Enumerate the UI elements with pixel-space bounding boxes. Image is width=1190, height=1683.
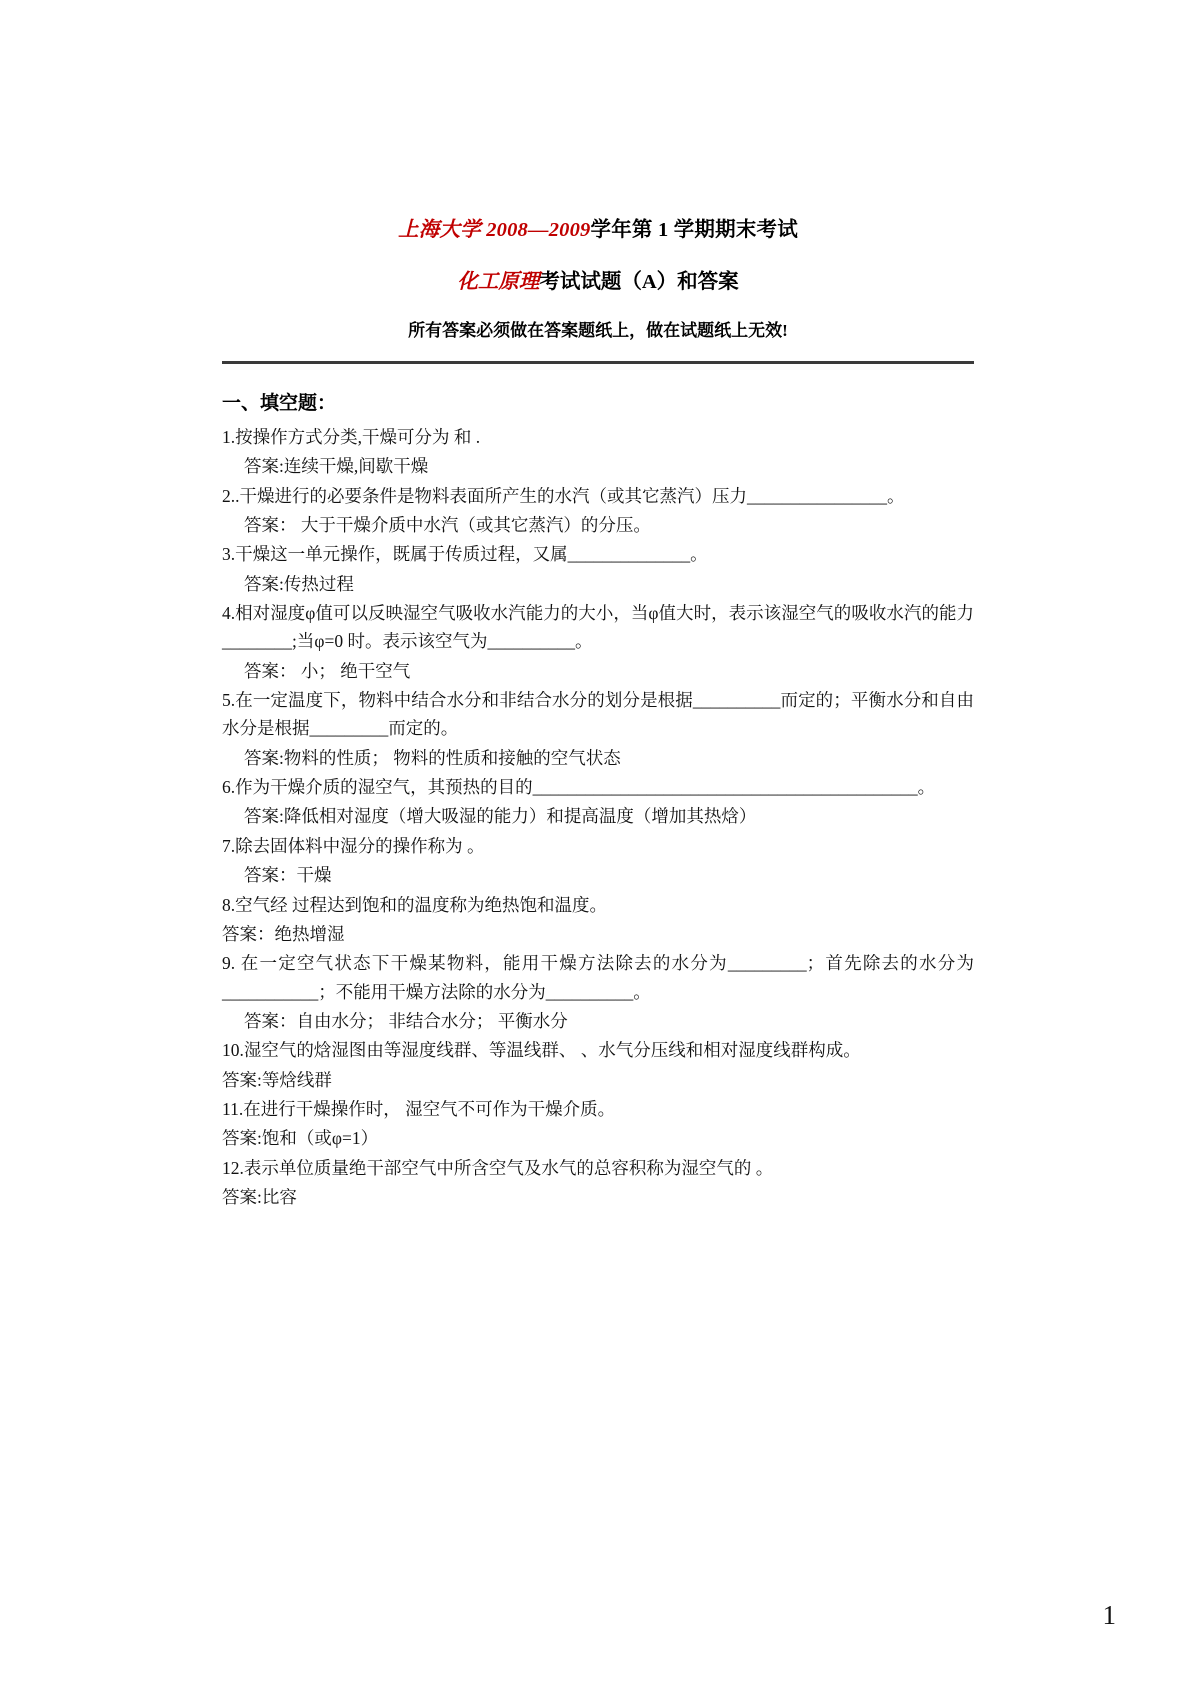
answer-text: 答案： 小； 绝干空气	[244, 660, 411, 681]
exam-subject-name: 化工原理	[457, 271, 540, 293]
header-divider	[222, 361, 974, 364]
document-content	[222, 212, 974, 1212]
answer-text: 答案:饱和（或φ=1）	[222, 1128, 379, 1149]
question-text: 10.湿空气的焓湿图由等湿度线群、等温线群、 、水气分压线和相对湿度线群构成。	[222, 1040, 861, 1061]
answer-text: 答案:连续干燥,间歇干燥	[244, 456, 429, 477]
question-text: 9. 在一定空气状态下干燥某物料，能用干燥方法除去的水分为_________；首先除去的水分为___________；不能用干燥方法除的水分为__________。	[222, 953, 974, 1002]
exam-title-line-2	[222, 264, 974, 294]
question-text: 1.按操作方式分类,干燥可分为 和 .	[222, 427, 481, 447]
question-text: 8.空气经 过程达到饱和的温度称为绝热饱和温度。	[222, 894, 607, 915]
answer-text: 答案:物料的性质； 物料的性质和接触的空气状态	[244, 747, 621, 768]
question-text: 3.干燥这一单元操作，既属于传质过程，又属______________。	[222, 544, 708, 565]
exam-title-term: 学年第 1 学期期末考试	[590, 219, 798, 241]
answer-text: 答案：自由水分； 非结合水分； 平衡水分	[244, 1010, 568, 1031]
answer-text: 答案：干燥	[244, 865, 332, 886]
page-number: 1	[1102, 1600, 1116, 1630]
exam-paper-label: 考试试题（A）和答案	[539, 271, 739, 293]
answer-text: 答案： 大于干燥介质中水汽（或其它蒸汽）的分压。	[244, 515, 651, 536]
answer-text: 答案：绝热增湿	[222, 923, 345, 944]
question-text: 5.在一定温度下，物料中结合水分和非结合水分的划分是根据__________而定的；平衡水分和自由水分是根据_________而定的。	[222, 690, 974, 739]
question-text: 2..干燥进行的必要条件是物料表面所产生的水汽（或其它蒸汽）压力________________。	[222, 485, 905, 506]
question-text: 12.表示单位质量绝干部空气中所含空气及水气的总容积称为湿空气的 。	[222, 1157, 774, 1178]
exam-notice: 所有答案必须做在答案题纸上，做在试题纸上无效!	[408, 321, 788, 340]
question-text: 11.在进行干燥操作时， 湿空气不可作为干燥介质。	[222, 1098, 616, 1119]
question-text: 4.相对湿度φ值可以反映湿空气吸收水汽能力的大小，当φ值大时，表示该湿空气的吸收水汽的能力________;当φ=0 时。表示该空气为__________。	[222, 603, 974, 652]
answer-text: 答案:等焓线群	[222, 1069, 332, 1090]
exam-title-school-year: 上海大学 2008—2009	[398, 219, 591, 241]
question-text: 6.作为干燥介质的湿空气，其预热的目的____________________________________________。	[222, 777, 936, 798]
answer-text: 答案:降低相对湿度（增大吸湿的能力）和提高温度（增加其热焓）	[244, 806, 757, 827]
answer-text: 答案:比容	[222, 1186, 297, 1207]
exam-title-line-1	[222, 212, 974, 242]
answer-text: 答案:传热过程	[244, 573, 354, 594]
question-text: 7.除去固体料中湿分的操作称为 。	[222, 835, 485, 856]
section-heading-fill-in-blanks: 一、填空题：	[222, 393, 337, 414]
